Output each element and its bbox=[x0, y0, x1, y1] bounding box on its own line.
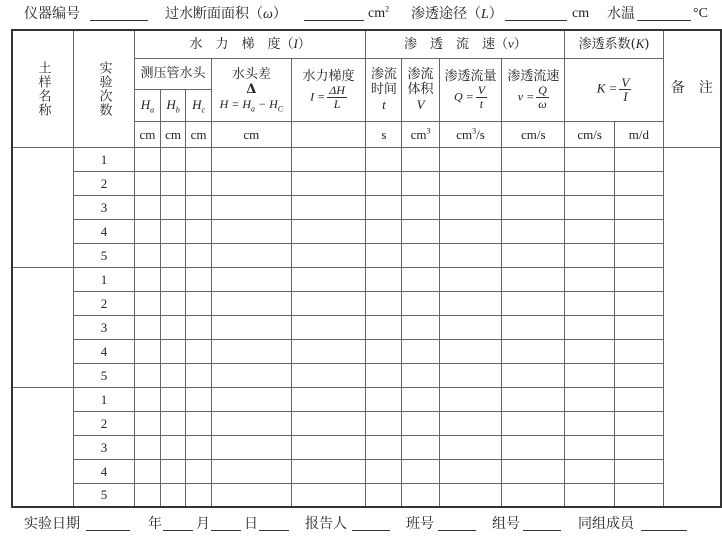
volume-cell[interactable] bbox=[402, 483, 439, 507]
coeff-cms-cell[interactable] bbox=[565, 291, 615, 315]
path-label: 渗透途径（L） bbox=[411, 6, 503, 22]
gradient-cell[interactable] bbox=[291, 219, 366, 243]
hb-cell[interactable] bbox=[160, 483, 185, 507]
hb-cell[interactable] bbox=[160, 195, 185, 219]
coeff-md-cell[interactable] bbox=[614, 411, 663, 435]
trial-number: 5 bbox=[74, 243, 135, 267]
time-cell[interactable] bbox=[366, 243, 402, 267]
head-diff-cell[interactable] bbox=[212, 435, 292, 459]
table-row bbox=[12, 459, 721, 483]
hb-cell[interactable] bbox=[160, 315, 185, 339]
speed-cell[interactable] bbox=[502, 411, 565, 435]
trial-number: 3 bbox=[74, 315, 135, 339]
volume-cell[interactable] bbox=[402, 435, 439, 459]
area-label: 过水断面面积（ω） bbox=[165, 6, 287, 22]
head-diff-cell[interactable] bbox=[212, 387, 292, 411]
ha-cell[interactable] bbox=[135, 219, 161, 243]
hc-cell[interactable] bbox=[186, 411, 212, 435]
area-input[interactable] bbox=[304, 6, 364, 21]
volume-cell[interactable] bbox=[402, 363, 439, 387]
instrument-label: 仪器编号 bbox=[24, 6, 80, 22]
gradient-cell[interactable] bbox=[291, 147, 366, 171]
date-label: 实验日期 bbox=[24, 516, 80, 532]
volume-cell[interactable] bbox=[402, 315, 439, 339]
date-year-input[interactable] bbox=[86, 516, 130, 531]
speed-cell[interactable] bbox=[502, 243, 565, 267]
head-diff-cell[interactable] bbox=[212, 147, 292, 171]
flow-cell[interactable] bbox=[439, 243, 502, 267]
head-diff-cell[interactable] bbox=[212, 243, 292, 267]
coeff-cms-cell[interactable] bbox=[565, 315, 615, 339]
group-permeability-coeff: 渗透系数(K) bbox=[565, 30, 663, 58]
group-hydraulic-gradient: 水 力 梯 度（I） bbox=[135, 30, 366, 58]
gradient-cell[interactable] bbox=[291, 435, 366, 459]
hb-cell[interactable] bbox=[160, 435, 185, 459]
group-seepage-velocity: 渗 透 流 速（v） bbox=[366, 30, 565, 58]
hc-cell[interactable] bbox=[186, 363, 212, 387]
coeff-cms-cell[interactable] bbox=[565, 219, 615, 243]
soil-name-cell[interactable] bbox=[12, 147, 74, 267]
flow-cell[interactable] bbox=[439, 171, 502, 195]
hb-cell[interactable] bbox=[160, 459, 185, 483]
table-row bbox=[12, 387, 721, 411]
unit-gradient bbox=[291, 121, 366, 147]
coeff-cms-cell[interactable] bbox=[565, 483, 615, 507]
hc-cell[interactable] bbox=[186, 147, 212, 171]
coeff-cms-cell[interactable] bbox=[565, 387, 615, 411]
coeff-cms-cell[interactable] bbox=[565, 147, 615, 171]
time-cell[interactable] bbox=[366, 459, 402, 483]
hb-cell[interactable] bbox=[160, 267, 185, 291]
table-row bbox=[12, 243, 721, 267]
day-input[interactable] bbox=[211, 516, 241, 531]
speed-cell[interactable] bbox=[502, 195, 565, 219]
permeability-test-table bbox=[11, 29, 722, 508]
seepage-volume-header: 渗流 体积 V bbox=[402, 58, 439, 121]
coeff-md-cell[interactable] bbox=[614, 483, 663, 507]
gradient-cell[interactable] bbox=[291, 171, 366, 195]
hc-header: $H_c$ bbox=[186, 89, 212, 121]
volume-cell[interactable] bbox=[402, 291, 439, 315]
speed-cell[interactable] bbox=[502, 363, 565, 387]
head-diff-cell[interactable] bbox=[212, 339, 292, 363]
volume-cell[interactable] bbox=[402, 411, 439, 435]
ha-cell[interactable] bbox=[135, 339, 161, 363]
flow-cell[interactable] bbox=[439, 483, 502, 507]
ha-cell[interactable] bbox=[135, 195, 161, 219]
table-row bbox=[12, 363, 721, 387]
hc-cell[interactable] bbox=[186, 171, 212, 195]
members-label: 同组成员 bbox=[578, 516, 634, 532]
coeff-cms-cell[interactable] bbox=[565, 411, 615, 435]
hb-cell[interactable] bbox=[160, 219, 185, 243]
head-diff-cell[interactable] bbox=[212, 363, 292, 387]
coeff-cms-cell[interactable] bbox=[565, 435, 615, 459]
seepage-flow-header: 渗透流量 Q = $\frac{V}{t}$ bbox=[439, 58, 502, 121]
speed-cell[interactable] bbox=[502, 291, 565, 315]
table-body bbox=[12, 147, 721, 507]
ha-cell[interactable] bbox=[135, 291, 161, 315]
time-cell[interactable] bbox=[366, 171, 402, 195]
speed-cell[interactable] bbox=[502, 483, 565, 507]
speed-cell[interactable] bbox=[502, 459, 565, 483]
class-label: 班号 bbox=[406, 516, 434, 532]
gradient-cell[interactable] bbox=[291, 363, 366, 387]
gradient-cell[interactable] bbox=[291, 195, 366, 219]
soil-name-cell[interactable] bbox=[12, 387, 74, 507]
coeff-cms-cell[interactable] bbox=[565, 171, 615, 195]
trial-number: 3 bbox=[74, 195, 135, 219]
coeff-cms-cell[interactable] bbox=[565, 363, 615, 387]
volume-cell[interactable] bbox=[402, 171, 439, 195]
table-row bbox=[12, 267, 721, 291]
flow-cell[interactable] bbox=[439, 291, 502, 315]
gradient-cell[interactable] bbox=[291, 387, 366, 411]
gradient-cell[interactable] bbox=[291, 339, 366, 363]
reporter-label: 报告人 bbox=[305, 516, 347, 532]
time-cell[interactable] bbox=[366, 339, 402, 363]
unit-hb: cm bbox=[160, 121, 185, 147]
ha-cell[interactable] bbox=[135, 411, 161, 435]
remarks-cell[interactable] bbox=[663, 147, 721, 507]
trial-number: 4 bbox=[74, 219, 135, 243]
coeff-cms-cell[interactable] bbox=[565, 267, 615, 291]
hc-cell[interactable] bbox=[186, 315, 212, 339]
hb-cell[interactable] bbox=[160, 147, 185, 171]
ha-cell[interactable] bbox=[135, 315, 161, 339]
gradient-cell[interactable] bbox=[291, 411, 366, 435]
time-cell[interactable] bbox=[366, 411, 402, 435]
head-diff-cell[interactable] bbox=[212, 171, 292, 195]
flow-cell[interactable] bbox=[439, 411, 502, 435]
coeff-md-cell[interactable] bbox=[614, 387, 663, 411]
head-diff-cell[interactable] bbox=[212, 219, 292, 243]
unit-time: s bbox=[366, 121, 402, 147]
head-diff-cell[interactable] bbox=[212, 411, 292, 435]
gradient-cell[interactable] bbox=[291, 291, 366, 315]
unit-coeff-cms: cm/s bbox=[565, 121, 615, 147]
col-remarks: 备 注 bbox=[663, 30, 721, 147]
ha-cell[interactable] bbox=[135, 459, 161, 483]
coeff-md-cell[interactable] bbox=[614, 171, 663, 195]
flow-cell[interactable] bbox=[439, 147, 502, 171]
flow-cell[interactable] bbox=[439, 267, 502, 291]
instrument-input[interactable] bbox=[90, 6, 148, 21]
time-cell[interactable] bbox=[366, 147, 402, 171]
hc-cell[interactable] bbox=[186, 387, 212, 411]
time-cell[interactable] bbox=[366, 267, 402, 291]
col-trial-count: 实验次数 bbox=[74, 30, 135, 147]
volume-cell[interactable] bbox=[402, 267, 439, 291]
hc-cell[interactable] bbox=[186, 459, 212, 483]
volume-cell[interactable] bbox=[402, 147, 439, 171]
hc-cell[interactable] bbox=[186, 483, 212, 507]
time-cell[interactable] bbox=[366, 483, 402, 507]
coeff-md-cell[interactable] bbox=[614, 147, 663, 171]
coeff-md-cell[interactable] bbox=[614, 291, 663, 315]
seepage-speed-header: 渗透流速 v = $\frac{Q}{\omega}$ bbox=[502, 58, 565, 121]
coeff-cms-cell[interactable] bbox=[565, 339, 615, 363]
flow-cell[interactable] bbox=[439, 219, 502, 243]
gradient-cell[interactable] bbox=[291, 315, 366, 339]
coeff-md-cell[interactable] bbox=[614, 435, 663, 459]
table-row bbox=[12, 291, 721, 315]
unit-ha: cm bbox=[135, 121, 161, 147]
coeff-cms-cell[interactable] bbox=[565, 195, 615, 219]
speed-cell[interactable] bbox=[502, 315, 565, 339]
year-label: 年 bbox=[148, 516, 162, 532]
unit-head-diff: cm bbox=[212, 121, 292, 147]
trial-number: 5 bbox=[74, 483, 135, 507]
ha-cell[interactable] bbox=[135, 267, 161, 291]
time-cell[interactable] bbox=[366, 195, 402, 219]
head-diff-cell[interactable] bbox=[212, 483, 292, 507]
ha-cell[interactable] bbox=[135, 387, 161, 411]
volume-cell[interactable] bbox=[402, 387, 439, 411]
ha-cell[interactable] bbox=[135, 363, 161, 387]
unit-hc: cm bbox=[186, 121, 212, 147]
gradient-cell[interactable] bbox=[291, 267, 366, 291]
speed-cell[interactable] bbox=[502, 435, 565, 459]
coeff-md-cell[interactable] bbox=[614, 339, 663, 363]
coeff-formula-header: K = $\frac{V}{I}$ bbox=[565, 58, 663, 121]
speed-cell[interactable] bbox=[502, 219, 565, 243]
coeff-md-cell[interactable] bbox=[614, 267, 663, 291]
header-fields bbox=[0, 0, 722, 28]
hb-cell[interactable] bbox=[160, 243, 185, 267]
flow-cell[interactable] bbox=[439, 459, 502, 483]
table-row bbox=[12, 315, 721, 339]
head-diff-cell[interactable] bbox=[212, 195, 292, 219]
flow-cell[interactable] bbox=[439, 387, 502, 411]
table-row bbox=[12, 147, 721, 171]
coeff-md-cell[interactable] bbox=[614, 243, 663, 267]
area-unit: $cm^2$ bbox=[368, 4, 390, 21]
time-cell[interactable] bbox=[366, 387, 402, 411]
reporter-input[interactable] bbox=[352, 516, 390, 531]
trial-number: 5 bbox=[74, 363, 135, 387]
gradient-cell[interactable] bbox=[291, 243, 366, 267]
temp-label: 水温 bbox=[607, 6, 635, 22]
hc-cell[interactable] bbox=[186, 339, 212, 363]
ha-header: $H_a$ bbox=[135, 89, 161, 121]
speed-cell[interactable] bbox=[502, 147, 565, 171]
head-diff-cell[interactable] bbox=[212, 315, 292, 339]
hc-cell[interactable] bbox=[186, 195, 212, 219]
volume-cell[interactable] bbox=[402, 219, 439, 243]
hc-cell[interactable] bbox=[186, 291, 212, 315]
table-row bbox=[12, 219, 721, 243]
month-label: 月 bbox=[196, 516, 210, 532]
speed-cell[interactable] bbox=[502, 171, 565, 195]
soil-name-cell[interactable] bbox=[12, 267, 74, 387]
hb-cell[interactable] bbox=[160, 363, 185, 387]
speed-cell[interactable] bbox=[502, 387, 565, 411]
col-soil-name: 土样名称 bbox=[12, 30, 74, 147]
ha-cell[interactable] bbox=[135, 243, 161, 267]
volume-cell[interactable] bbox=[402, 195, 439, 219]
coeff-cms-cell[interactable] bbox=[565, 459, 615, 483]
hb-cell[interactable] bbox=[160, 411, 185, 435]
coeff-cms-cell[interactable] bbox=[565, 243, 615, 267]
trial-number: 4 bbox=[74, 339, 135, 363]
flow-cell[interactable] bbox=[439, 315, 502, 339]
flow-cell[interactable] bbox=[439, 195, 502, 219]
hc-cell[interactable] bbox=[186, 435, 212, 459]
group-input[interactable] bbox=[523, 516, 561, 531]
table-row bbox=[12, 483, 721, 507]
head-diff-header: 水头差 Δ $H = H_a - H_C$ bbox=[212, 58, 292, 121]
members-input[interactable] bbox=[641, 516, 687, 531]
day-label: 日 bbox=[244, 516, 258, 532]
gradient-cell[interactable] bbox=[291, 459, 366, 483]
head-diff-cell[interactable] bbox=[212, 459, 292, 483]
volume-cell[interactable] bbox=[402, 243, 439, 267]
hb-cell[interactable] bbox=[160, 171, 185, 195]
volume-cell[interactable] bbox=[402, 339, 439, 363]
group-label: 组号 bbox=[492, 516, 520, 532]
unit-volume: $cm^3$ bbox=[402, 121, 439, 147]
path-unit: cm bbox=[572, 6, 590, 21]
path-input[interactable] bbox=[505, 6, 567, 21]
hb-cell[interactable] bbox=[160, 339, 185, 363]
trial-number: 1 bbox=[74, 147, 135, 171]
hc-cell[interactable] bbox=[186, 219, 212, 243]
flow-cell[interactable] bbox=[439, 435, 502, 459]
time-cell[interactable] bbox=[366, 219, 402, 243]
flow-cell[interactable] bbox=[439, 363, 502, 387]
coeff-md-cell[interactable] bbox=[614, 219, 663, 243]
ha-cell[interactable] bbox=[135, 435, 161, 459]
coeff-md-cell[interactable] bbox=[614, 195, 663, 219]
table-row bbox=[12, 411, 721, 435]
day-value-input[interactable] bbox=[259, 516, 289, 531]
table-row bbox=[12, 339, 721, 363]
hb-header: $H_b$ bbox=[160, 89, 185, 121]
speed-cell[interactable] bbox=[502, 267, 565, 291]
seepage-time-header: 渗流 时间 t bbox=[366, 58, 402, 121]
trial-number: 2 bbox=[74, 411, 135, 435]
ha-cell[interactable] bbox=[135, 483, 161, 507]
temp-unit: °C bbox=[693, 6, 708, 21]
trial-number: 1 bbox=[74, 267, 135, 291]
flow-cell[interactable] bbox=[439, 339, 502, 363]
speed-cell[interactable] bbox=[502, 339, 565, 363]
time-cell[interactable] bbox=[366, 435, 402, 459]
trial-number: 3 bbox=[74, 435, 135, 459]
gradient-cell[interactable] bbox=[291, 483, 366, 507]
coeff-md-cell[interactable] bbox=[614, 363, 663, 387]
trial-number: 4 bbox=[74, 459, 135, 483]
hc-cell[interactable] bbox=[186, 243, 212, 267]
temp-input[interactable] bbox=[637, 6, 691, 21]
head-diff-cell[interactable] bbox=[212, 267, 292, 291]
trial-number: 2 bbox=[74, 291, 135, 315]
hc-cell[interactable] bbox=[186, 267, 212, 291]
gradient-header: 水力梯度 I = $\frac{\Delta H}{L}$ bbox=[291, 58, 366, 121]
ha-cell[interactable] bbox=[135, 171, 161, 195]
footer-fields bbox=[0, 510, 722, 538]
month-input[interactable] bbox=[163, 516, 193, 531]
table-row bbox=[12, 435, 721, 459]
trial-number: 1 bbox=[74, 387, 135, 411]
piezometer-head-header: 测压管水头 bbox=[135, 58, 212, 89]
ha-cell[interactable] bbox=[135, 147, 161, 171]
volume-cell[interactable] bbox=[402, 459, 439, 483]
class-input[interactable] bbox=[438, 516, 476, 531]
coeff-md-cell[interactable] bbox=[614, 459, 663, 483]
hb-cell[interactable] bbox=[160, 387, 185, 411]
unit-speed: cm/s bbox=[502, 121, 565, 147]
head-diff-cell[interactable] bbox=[212, 291, 292, 315]
trial-number: 2 bbox=[74, 171, 135, 195]
table-row bbox=[12, 171, 721, 195]
unit-coeff-md: m/d bbox=[614, 121, 663, 147]
time-cell[interactable] bbox=[366, 291, 402, 315]
coeff-md-cell[interactable] bbox=[614, 315, 663, 339]
table-row bbox=[12, 195, 721, 219]
hb-cell[interactable] bbox=[160, 291, 185, 315]
time-cell[interactable] bbox=[366, 315, 402, 339]
time-cell[interactable] bbox=[366, 363, 402, 387]
unit-flow: $cm^3/s$ bbox=[439, 121, 502, 147]
